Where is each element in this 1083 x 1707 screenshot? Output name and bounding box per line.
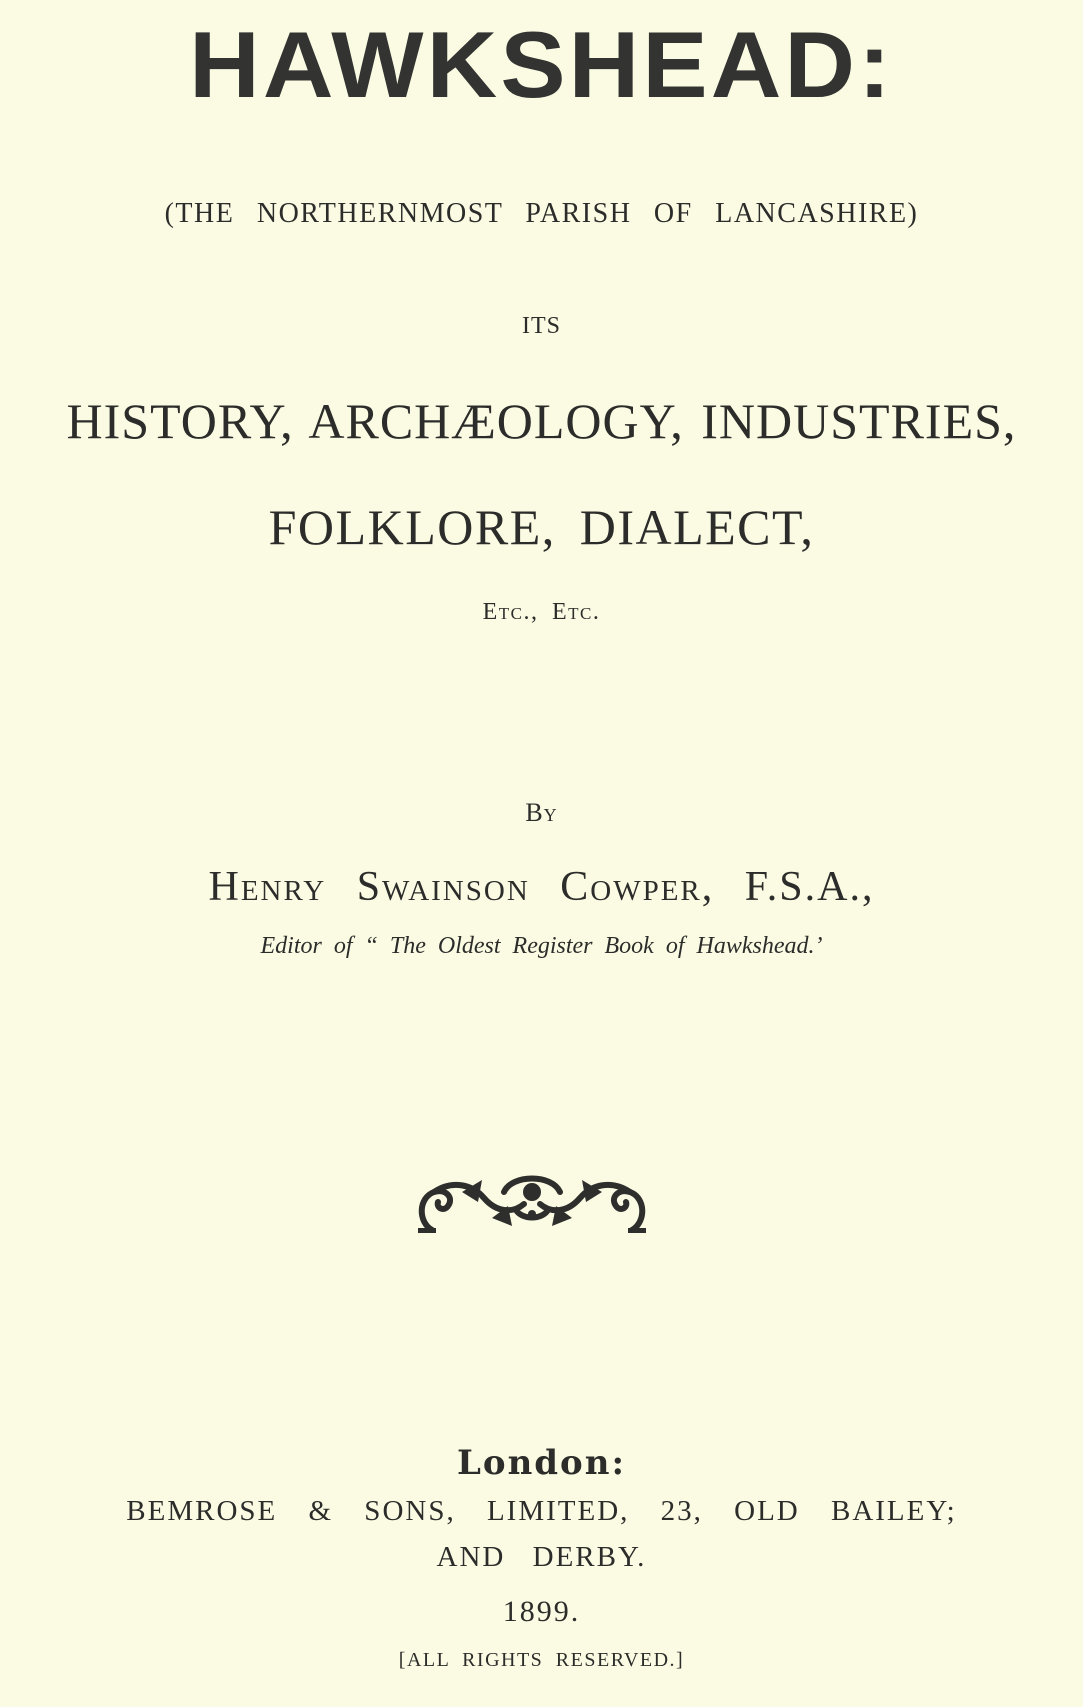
editor-note: Editor of “ The Oldest Register Book of Hawkshead.’ <box>260 933 823 959</box>
by-label: By <box>525 798 558 827</box>
imprint-city: London: <box>456 1443 627 1483</box>
book-title: HAWKSHEAD: <box>189 12 894 117</box>
publisher-line-2: AND DERBY. <box>436 1541 647 1573</box>
topics-line-1: HISTORY, ARCHÆOLOGY, INDUSTRIES, <box>66 393 1017 449</box>
etc-line: Etc., Etc. <box>482 599 601 625</box>
its-label: ITS <box>522 313 561 339</box>
publisher-line-1: BEMROSE & SONS, LIMITED, 23, OLD BAILEY; <box>126 1495 957 1527</box>
publication-year: 1899. <box>502 1595 581 1628</box>
topics-line-2: FOLKLORE, DIALECT, <box>268 499 815 555</box>
rights-notice: [ALL RIGHTS RESERVED.] <box>398 1649 685 1671</box>
author-name: Henry Swainson Cowper, F.S.A., <box>208 864 875 910</box>
floral-ornament-icon <box>412 1162 652 1242</box>
book-subtitle: (THE NORTHERNMOST PARISH OF LANCASHIRE) <box>164 198 919 229</box>
